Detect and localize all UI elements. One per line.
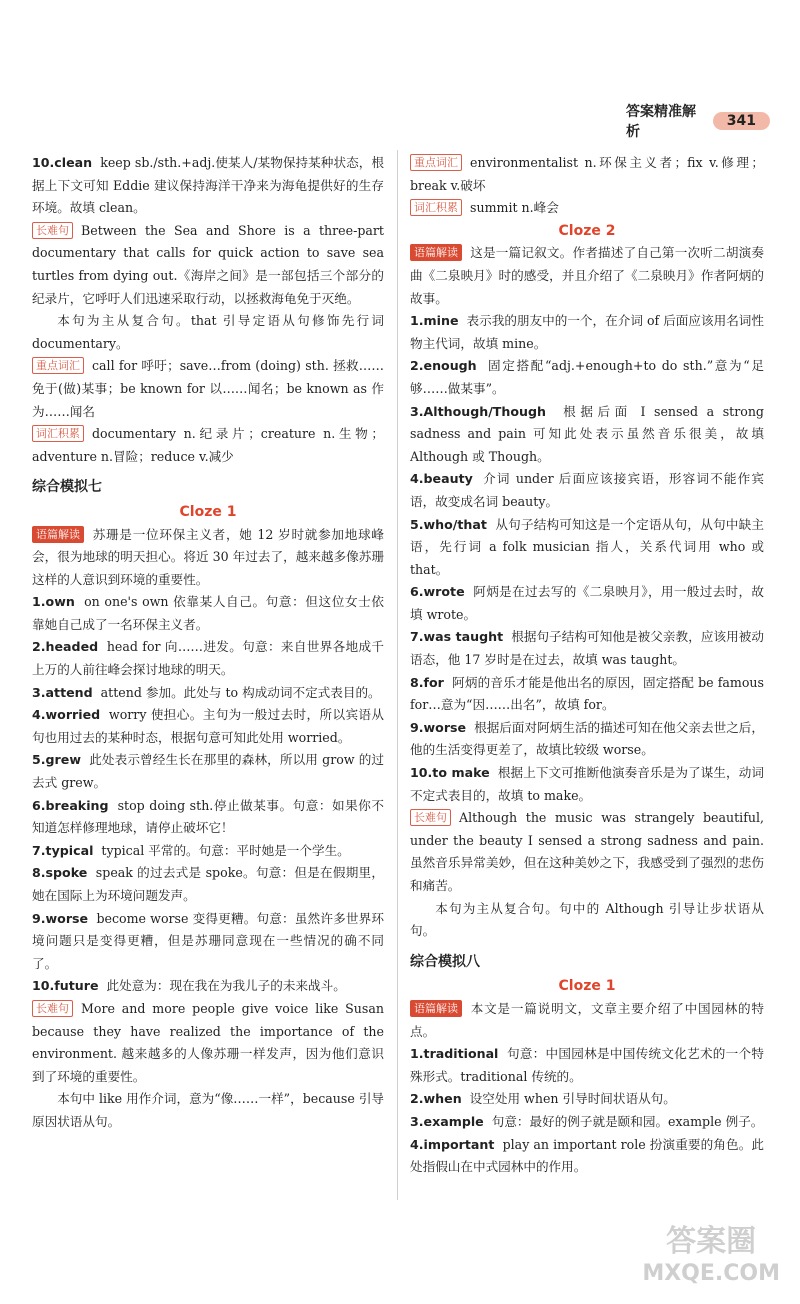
answer-item: [410, 310, 764, 355]
answer-item: 10.clean keep sb./sth.+adj.使某人/某物保持某种状态，根据上下文可知 Eddie 建议保持海洋干净来为海龟提供好的生存环境。故填 clean。: [32, 155, 384, 216]
answer-item: [32, 840, 384, 863]
answer-item: [32, 704, 384, 749]
answer-explanation: 句意：最好的例子就是颐和园。example 例子。: [491, 1113, 764, 1129]
answer-item: [32, 682, 384, 705]
watermark: 答案圈 MXQE.COM: [642, 1224, 780, 1286]
answer-key: 6.breaking: [32, 797, 109, 813]
right-column: [410, 152, 764, 1179]
answer-key: 1.mine: [410, 313, 459, 329]
answer-item: [410, 1111, 764, 1134]
tag-passage-reading: 语篇解读: [410, 1000, 462, 1017]
column-divider: [397, 150, 398, 1200]
answer-key: 9.worse: [32, 910, 89, 926]
note: 本句中 like 用作介词，意为“像……一样”，because 引导原因状语从句。: [32, 1091, 385, 1129]
answer-item: [32, 749, 384, 794]
passage-reading-block: 语篇解读 苏珊是一位环保主义者，她 12 岁时就参加地球峰会，很为地球的明天担心。将近 30 年过去了，越来越多像苏珊这样的人意识到环境的重要性。: [32, 526, 384, 587]
answer-item: [32, 636, 384, 681]
answer-explanation: 此处意为：现在我在为我儿子的未来战斗。: [106, 978, 346, 994]
section-title: 综合模拟八: [410, 953, 480, 970]
answer-item: [410, 626, 764, 671]
vocab-block: 词汇积累 documentary n.纪录片；creature n.生物；adventure n.冒险；reduce v.减少: [32, 426, 384, 464]
answer-item: [410, 1134, 764, 1179]
answer-key: 8.spoke: [32, 865, 88, 881]
answer-key: 8.for: [410, 674, 444, 690]
answer-explanation: typical 平常的。句意：平时她是一个学生。: [101, 842, 350, 858]
tag-passage-reading: 语篇解读: [32, 526, 84, 543]
vocab-block: 词汇积累 summit n.峰会: [410, 197, 764, 220]
answer-item: [410, 717, 764, 762]
tag-passage-reading: 语篇解读: [410, 244, 462, 261]
answer-list: [410, 1043, 764, 1179]
answer-key: 2.enough: [410, 358, 477, 374]
answer-key: 7.typical: [32, 842, 94, 858]
answer-explanation: 固定搭配“adj.+enough+to do sth.”意为“足够……做某事”。: [410, 358, 764, 396]
answer-item: [410, 581, 764, 626]
answer-explanation: 阿炳的音乐才能是他出名的原因，固定搭配 be famous for…意为“因……出名”，故填 for。: [410, 674, 764, 713]
answer-key: 3.Although/Though: [410, 403, 546, 419]
answer-key: 7.was taught: [410, 629, 504, 645]
answer-explanation: 根据后面对阿炳生活的描述可知在他父亲去世之后，他的生活变得更差了，故填比较级 worse。: [410, 719, 764, 758]
answer-key: 3.example: [410, 1113, 484, 1129]
cloze-title: Cloze 1: [558, 978, 616, 995]
long-sentence-block: 长难句 Between the Sea and Shore is a three-part documentary that calls for quick action to save sea turtles from dying out.《海岸之间》是一部包括三个部分的纪录片，它呼吁人们迅速采取行动，以拯救海龟免于灭绝。: [32, 222, 384, 306]
answer-item: [410, 1043, 764, 1088]
tag-key-words: 重点词汇: [32, 357, 84, 374]
cloze-title: Cloze 1: [179, 503, 237, 520]
answer-item: [410, 1088, 764, 1111]
answer-list: [410, 310, 764, 807]
left-column: [32, 152, 384, 1134]
answer-key: 10.future: [32, 978, 99, 994]
answer-item: [32, 795, 384, 840]
answer-key: 5.who/that: [410, 516, 487, 532]
answer-explanation: 此处表示曾经生长在那里的森林，所以用 grow 的过去式 grew。: [32, 752, 384, 791]
answer-key: 4.worried: [32, 707, 101, 723]
answer-explanation: 表示我的朋友中的一个，在介词 of 后面应该用名词性物主代词，故填 mine。: [410, 313, 765, 351]
header-title: 答案精准解析: [626, 104, 696, 140]
answer-key: 4.beauty: [410, 471, 473, 487]
answer-explanation: worry 使担心。主句为一般过去时，所以宾语从句也用过去的某种时态，根据句意可知此处用 worried。: [32, 707, 384, 745]
answer-key: 2.headed: [32, 639, 99, 655]
answer-item: [410, 672, 764, 717]
answer-explanation: play an important role 扮演重要的角色。此处指假山在中式园林中的作用。: [410, 1136, 764, 1175]
answer-explanation: 介词 under 后面应该接宾语，形容词不能作宾语，故变成名词 beauty。: [410, 471, 764, 509]
answer-key: 1.own: [32, 594, 75, 610]
answer-explanation: 根据句子结构可知他是被父亲教，应该用被动语态，他 17 岁时是在过去，故填 was taught。: [410, 629, 764, 668]
long-sentence-block: 长难句 Although the music was strangely beautiful, under the beauty I sensed a strong sadness and pain. 虽然音乐异常美妙，但在这种美妙之下，我感受到了强烈的悲伤和痛苦。: [410, 810, 764, 893]
answer-explanation: stop doing sth.停止做某事。句意：如果你不知道怎样修理地球，请停止破坏它！: [32, 797, 384, 836]
page-number: 341: [713, 112, 770, 130]
answer-key: 3.attend: [32, 684, 93, 700]
tag-long-sentence: 长难句: [32, 1000, 73, 1017]
answer-key: 2.when: [410, 1091, 462, 1107]
answer-item: [32, 591, 384, 636]
answer-explanation: 设空处用 when 引导时间状语从句。: [469, 1091, 676, 1107]
answer-explanation: become worse 变得更糟。句意：虽然许多世界环境问题只是变得更糟，但是苏珊同意现在一些情况的确不同了。: [32, 910, 384, 971]
answer-item: [410, 355, 764, 400]
answer-explanation: on one's own 依靠某人自己。句意：但这位女士依靠她自己成了一名环保主义者。: [32, 594, 384, 632]
key-words-block: 重点词汇 call for 呼吁；save…from (doing) sth. 拯救……免于(做)某事；be known for 以……闻名；be known as 作为……闻名: [32, 358, 384, 419]
passage-reading-block: 语篇解读 这是一篇记叙文。作者描述了自己第一次听二胡演奏曲《二泉映月》时的感受，并且介绍了《二泉映月》作者阿炳的故事。: [410, 245, 764, 306]
answer-key: 10.to make: [410, 765, 490, 781]
answer-key: 4.important: [410, 1136, 495, 1152]
answer-explanation: attend 参加。此处与 to 构成动词不定式表目的。: [100, 684, 381, 700]
section-title: 综合模拟七: [32, 479, 102, 496]
page-header: [580, 104, 770, 140]
answer-item: [410, 762, 764, 807]
answer-item: [410, 468, 764, 513]
tag-long-sentence: 长难句: [410, 809, 451, 826]
answer-explanation: 句意：中国园林是中国传统文化艺术的一个特殊形式。traditional 传统的。: [410, 1046, 765, 1084]
tag-key-words: 重点词汇: [410, 154, 462, 171]
answer-explanation: 根据后面 I sensed a strong sadness and pain 可知此处表示虽然音乐很美，故填 Although 或 Though。: [410, 403, 764, 464]
answer-item: [32, 975, 384, 998]
tag-vocab: 词汇积累: [32, 425, 84, 442]
answer-item: [410, 514, 764, 582]
passage-reading-block: 语篇解读 本文是一篇说明文，文章主要介绍了中国园林的特点。: [410, 1000, 764, 1039]
key-words-block: 重点词汇 environmentalist n.环保主义者；fix v.修理；break v.破坏: [410, 155, 764, 193]
answer-explanation: 阿炳是在过去写的《二泉映月》，用一般过去时，故填 wrote。: [410, 584, 765, 622]
answer-key: 9.worse: [410, 719, 467, 735]
answer-item: [32, 908, 384, 976]
long-sentence-block: 长难句 More and more people give voice like Susan because they have realized the importance of the environment. 越来越多的人像苏珊一样发声，因为他们意识到了环境的重要性。: [32, 1000, 384, 1084]
answer-explanation: 根据上下文可推断他演奏音乐是为了谋生，动词不定式表目的，故填 to make。: [410, 765, 764, 803]
answer-key: 6.wrote: [410, 584, 465, 600]
tag-long-sentence: 长难句: [32, 222, 73, 239]
answer-item: [410, 401, 764, 469]
tag-vocab: 词汇积累: [410, 199, 462, 216]
answer-key: 1.traditional: [410, 1046, 499, 1062]
cloze-title: Cloze 2: [558, 222, 616, 239]
answer-list: [32, 591, 384, 998]
note: 本句为主从复合句。that 引导定语从句修饰先行词 documentary。: [32, 313, 384, 351]
answer-item: [32, 862, 384, 907]
answer-explanation: speak 的过去式是 spoke。句意：但是在假期里，她在国际上为环境问题发声。: [32, 865, 384, 903]
answer-key: 5.grew: [32, 752, 81, 768]
answer-explanation: 从句子结构可知这是一个定语从句，从句中缺主语，先行词 a folk musician 指人，关系代词用 who 或 that。: [410, 516, 765, 577]
note: 本句为主从复合句。句中的 Although 引导让步状语从句。: [410, 900, 764, 939]
answer-explanation: head for 向……进发。句意：来自世界各地成千上万的人前往峰会探讨地球的明天。: [32, 639, 384, 678]
